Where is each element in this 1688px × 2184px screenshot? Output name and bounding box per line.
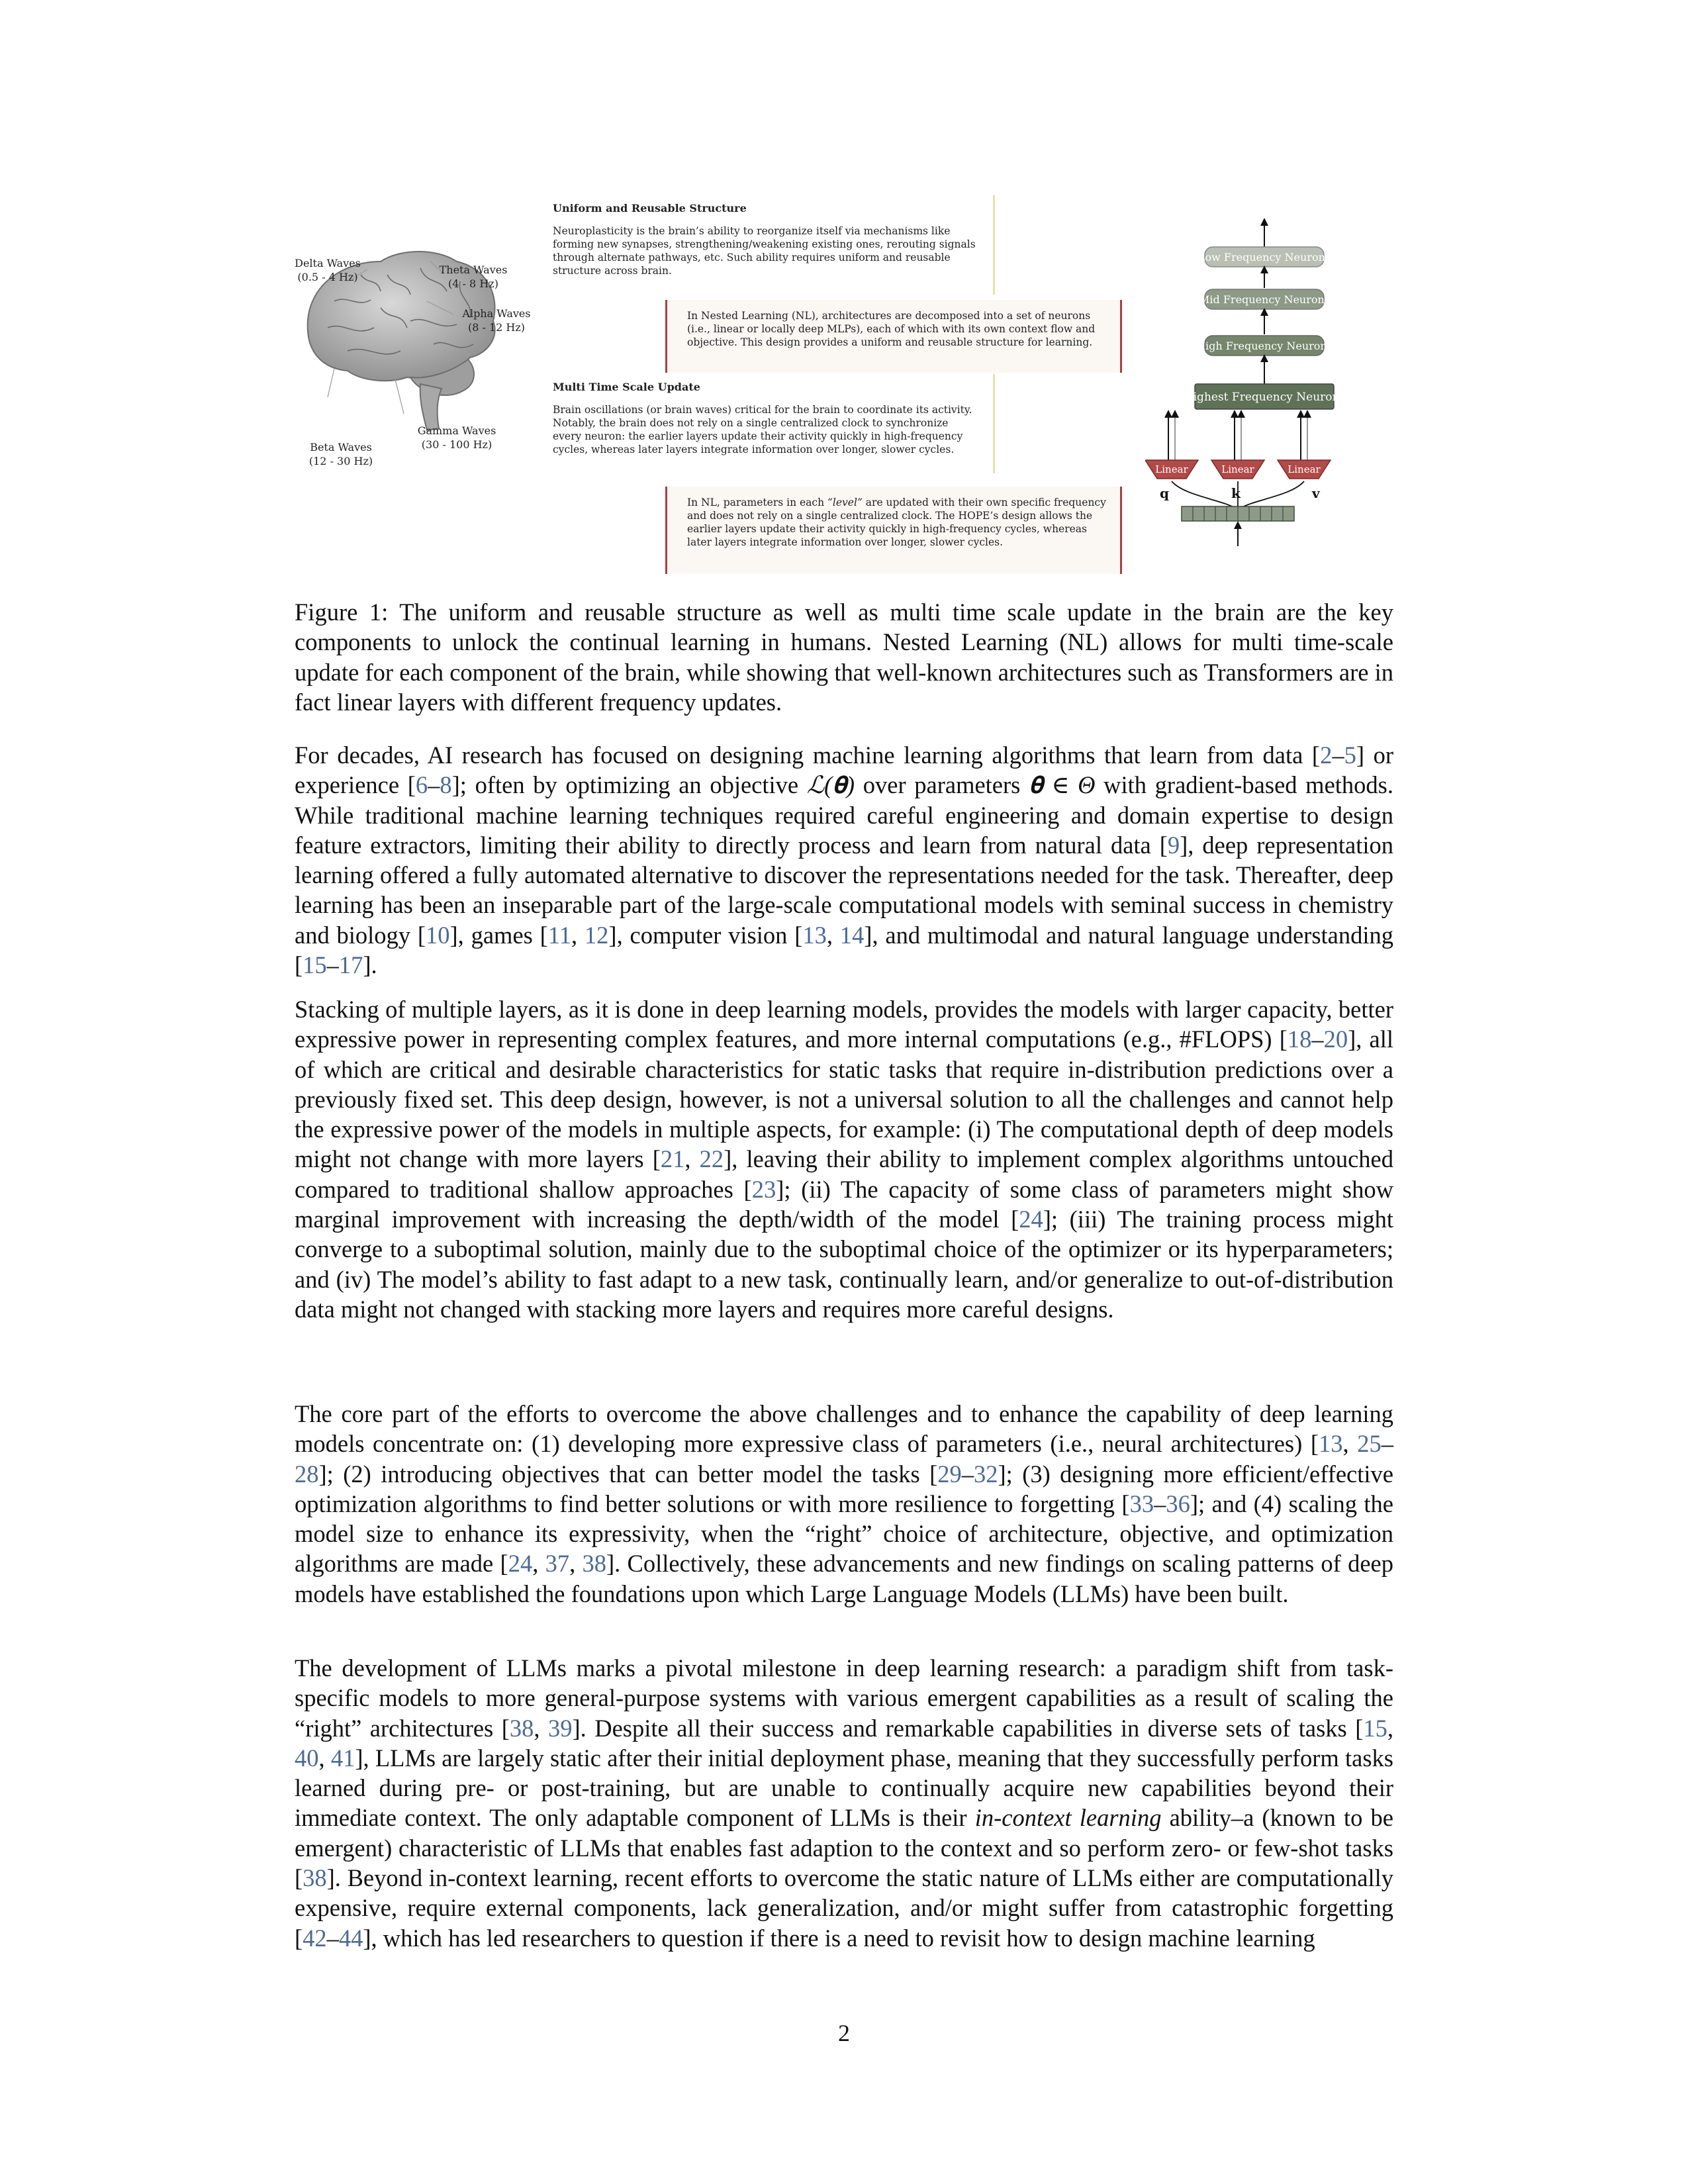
page-number: 2 — [838, 2020, 850, 2046]
citation-link[interactable]: 28 — [295, 1460, 319, 1488]
paragraph-1: For decades, AI research has focused on designing machine learning algorithms that learn from data [2–5] or experience [6–8]; often by optimizing an objective ℒ(𝛉) over parameters 𝛉 ∈ Θ with gradient-based methods. While traditional machine learning techniques required careful engineering and domain expertise to design feature extractors, limiting their ability to directly process and learn from natural data [9], deep representation learning offered a fully automated alternative to discover the representations needed for the task. Thereafter, deep learning has been an inseparable part of the large-scale computational models with seminal success in chemistry and biology [10], games [11, 12], computer vision [13, 14], and multimodal and natural language understanding [15–17]. — [295, 741, 1394, 979]
citation-link[interactable]: 42 — [303, 1924, 327, 1952]
nl-frequency-text: In NL, parameters in each “level” are updated with their own specific frequency and does not rely on a single centralized clock. The HOPE’s design allows the earlier layers update their activity quickly in high-frequency cycles, whereas later layers integrate information over longer, slower cycles. — [687, 497, 1106, 548]
citation-link[interactable]: 33 — [1129, 1490, 1154, 1517]
linear-k-label: Linear — [1221, 463, 1254, 475]
emphasis-in-context-learning: in-context learning — [974, 1804, 1162, 1832]
citation-link[interactable]: 36 — [1166, 1490, 1190, 1517]
citation-link[interactable]: 39 — [547, 1714, 573, 1742]
citation-link[interactable]: 13 — [1319, 1430, 1343, 1458]
citation-link[interactable]: 17 — [338, 951, 363, 979]
parameter-math: 𝛉 ∈ Θ — [1029, 771, 1096, 799]
mid-frequency-neurons-label: Mid Frequency Neurons — [1198, 293, 1331, 306]
citation-link[interactable]: 14 — [839, 921, 865, 949]
frequency-network-diagram — [1145, 195, 1377, 566]
delta-waves-label: Delta Waves (0.5 - 4 Hz) — [295, 257, 361, 283]
citation-link[interactable]: 15 — [303, 951, 327, 979]
alpha-waves-label: Alpha Waves (8 - 12 Hz) — [462, 307, 531, 334]
high-frequency-neurons-label: High Frequency Neurons — [1196, 340, 1333, 352]
uniform-structure-box — [545, 195, 995, 295]
paragraph-3: The core part of the efforts to overcome the above challenges and to enhance the capability of deep learning models concentrate on: (1) developing more expressive class of parameters (i.e., neural architectures) [13, 25–28]; (2) introducing objectives that can better model the tasks [29–32]; (3) designing more efficient/effective optimization algorithms to find better solutions or with more resilience to forgetting [33–36]; and (4) scaling the model size to enhance its expressivity, when the “right” choice of architecture, objective, and optimization algorithms are made [24, 37, 38]. Collectively, these advancements and new findings on scaling patterns of deep models have established the foundations upon which Large Language Models (LLMs) have been built. — [295, 1400, 1394, 1607]
k-label: k — [1231, 485, 1241, 501]
nl-structure-text: In Nested Learning (NL), architectures are decomposed into a set of neurons (i.e., linear or locally deep MLPs), each of which with its own context flow and objective. This design provides a uniform and reusable structure for learning. — [687, 310, 1096, 348]
v-label: v — [1312, 485, 1320, 501]
input-token-sequence — [1182, 506, 1294, 521]
figure-1 — [295, 195, 1387, 583]
citation-link[interactable]: 2 — [1320, 741, 1333, 769]
citation-link[interactable]: 24 — [1019, 1206, 1043, 1233]
multi-timescale-title: Multi Time Scale Update — [553, 381, 700, 393]
citation-link[interactable]: 18 — [1287, 1025, 1312, 1053]
linear-v-label: Linear — [1288, 463, 1321, 475]
citation-link[interactable]: 11 — [547, 921, 571, 949]
objective-math: ℒ(𝛉) — [806, 771, 855, 799]
citation-link[interactable]: 13 — [802, 921, 827, 949]
citation-link[interactable]: 29 — [937, 1460, 962, 1488]
citation-link[interactable]: 10 — [426, 921, 450, 949]
input-fan-lines — [1172, 481, 1304, 510]
citation-link[interactable]: 38 — [582, 1550, 606, 1578]
citation-link[interactable]: 41 — [330, 1744, 355, 1772]
citation-link[interactable]: 32 — [973, 1460, 998, 1488]
nl-structure-box — [665, 300, 1122, 373]
highest-frequency-neurons-label: Highest Frequency Neurons — [1183, 391, 1346, 404]
citation-link[interactable]: 40 — [295, 1744, 319, 1772]
paragraph-4: The development of LLMs marks a pivotal milestone in deep learning research: a paradigm shift from task-specific models to more general-purpose systems with various emergent capabilities as a result of scaling the “right” architectures [38, 39]. Despite all their success and remarkable capabilities in diverse sets of tasks [15, 40, 41], LLMs are largely static after their initial deployment phase, meaning that they successfully perform tasks learned during pre- or post-training, but are unable to continually acquire new capabilities beyond their immediate context. The only adaptable component of LLMs is their in-context learning ability–a (known to be emergent) characteristic of LLMs that enables fast adaption to the context and so perform zero- or few-shot tasks [38]. Beyond in-context learning, recent efforts to overcome the static nature of LLMs either are computationally expensive, require external components, lack generalization, and/or might suffer from catastrophic forgetting [42–44], which has led researchers to question if there is a need to revisit how to design machine learning — [295, 1654, 1394, 1952]
citation-link[interactable]: 24 — [508, 1550, 533, 1578]
gamma-waves-label: Gamma Waves (30 - 100 Hz) — [417, 424, 496, 451]
citation-link[interactable]: 44 — [338, 1924, 363, 1952]
low-frequency-neurons-label: Low Frequency Neurons — [1197, 251, 1331, 263]
theta-waves-label: Theta Waves (4 - 8 Hz) — [439, 263, 508, 290]
citation-link[interactable]: 22 — [699, 1145, 724, 1173]
citation-link[interactable]: 5 — [1344, 741, 1356, 769]
multi-timescale-text: Brain oscillations (or brain waves) critical for the brain to coordinate its activity. Notably, the brain does not rely on a single centralized clock to synchronize every neuron: the earlier layers update their activity quickly in high-frequency cycles, whereas later layers integrate information over longer, slower cycles. — [553, 404, 972, 455]
paragraph-2: Stacking of multiple layers, as it is done in deep learning models, provides the models with larger capacity, better expressive power in representing complex features, and more internal computations (e.g., #FLOPS) [18–20], all of which are critical and desirable characteristics for static tasks that require in-distribution predictions over a previously fixed set. This deep design, however, is not a universal solution to all the challenges and cannot help the expressive power of the models in multiple aspects, for example: (i) The computational depth of deep models might not change with more layers [21, 22], leaving their ability to implement complex algorithms untouched compared to traditional shallow approaches [23]; (ii) The capacity of some class of parameters might show marginal improvement with increasing the depth/width of the model [24]; (iii) The training process might converge to a suboptimal solution, mainly due to the suboptimal choice of the optimizer or its hyperparameters; and (iv) The model’s ability to fast adapt to a new task, continually learn, and/or generalize to out-of-distribution data might not changed with stacking more layers and requires more careful designs. — [295, 996, 1394, 1323]
citation-link[interactable]: 25 — [1357, 1430, 1382, 1458]
nl-frequency-box — [665, 487, 1122, 574]
multi-timescale-box — [545, 374, 995, 473]
citation-link[interactable]: 15 — [1363, 1714, 1387, 1742]
citation-link[interactable]: 12 — [584, 921, 609, 949]
q-label: q — [1160, 485, 1169, 501]
uniform-structure-text: Neuroplasticity is the brain’s ability to reorganize itself via mechanisms like forming new synapses, strengthening/weakening existing ones, rerouting signals through alternate pathways, etc. Such ability requires uniform and reusable structure across brain. — [553, 225, 976, 277]
linear-q-label: Linear — [1155, 463, 1188, 475]
beta-waves-label: Beta Waves (12 - 30 Hz) — [308, 441, 373, 467]
citation-link[interactable]: 37 — [545, 1550, 570, 1578]
citation-link[interactable]: 38 — [303, 1864, 327, 1892]
citation-link[interactable]: 8 — [440, 771, 452, 799]
citation-link[interactable]: 23 — [751, 1175, 776, 1203]
figure-caption: Figure 1: The uniform and reusable structure as well as multi time scale update in the brain are the key components to unlock the continual learning in humans. Nested Learning (NL) allows for multi time-scale update for each component of the brain, while showing that well-known architectures such as Transformers are in fact linear layers with different frequency updates. — [295, 598, 1393, 716]
citation-link[interactable]: 9 — [1167, 831, 1180, 859]
uniform-structure-title: Uniform and Reusable Structure — [553, 202, 747, 214]
citation-link[interactable]: 20 — [1323, 1025, 1348, 1053]
linear-to-neuron-arrows — [1168, 414, 1307, 460]
citation-link[interactable]: 21 — [660, 1145, 685, 1173]
citation-link[interactable]: 38 — [509, 1714, 534, 1742]
citation-link[interactable]: 6 — [415, 771, 428, 799]
